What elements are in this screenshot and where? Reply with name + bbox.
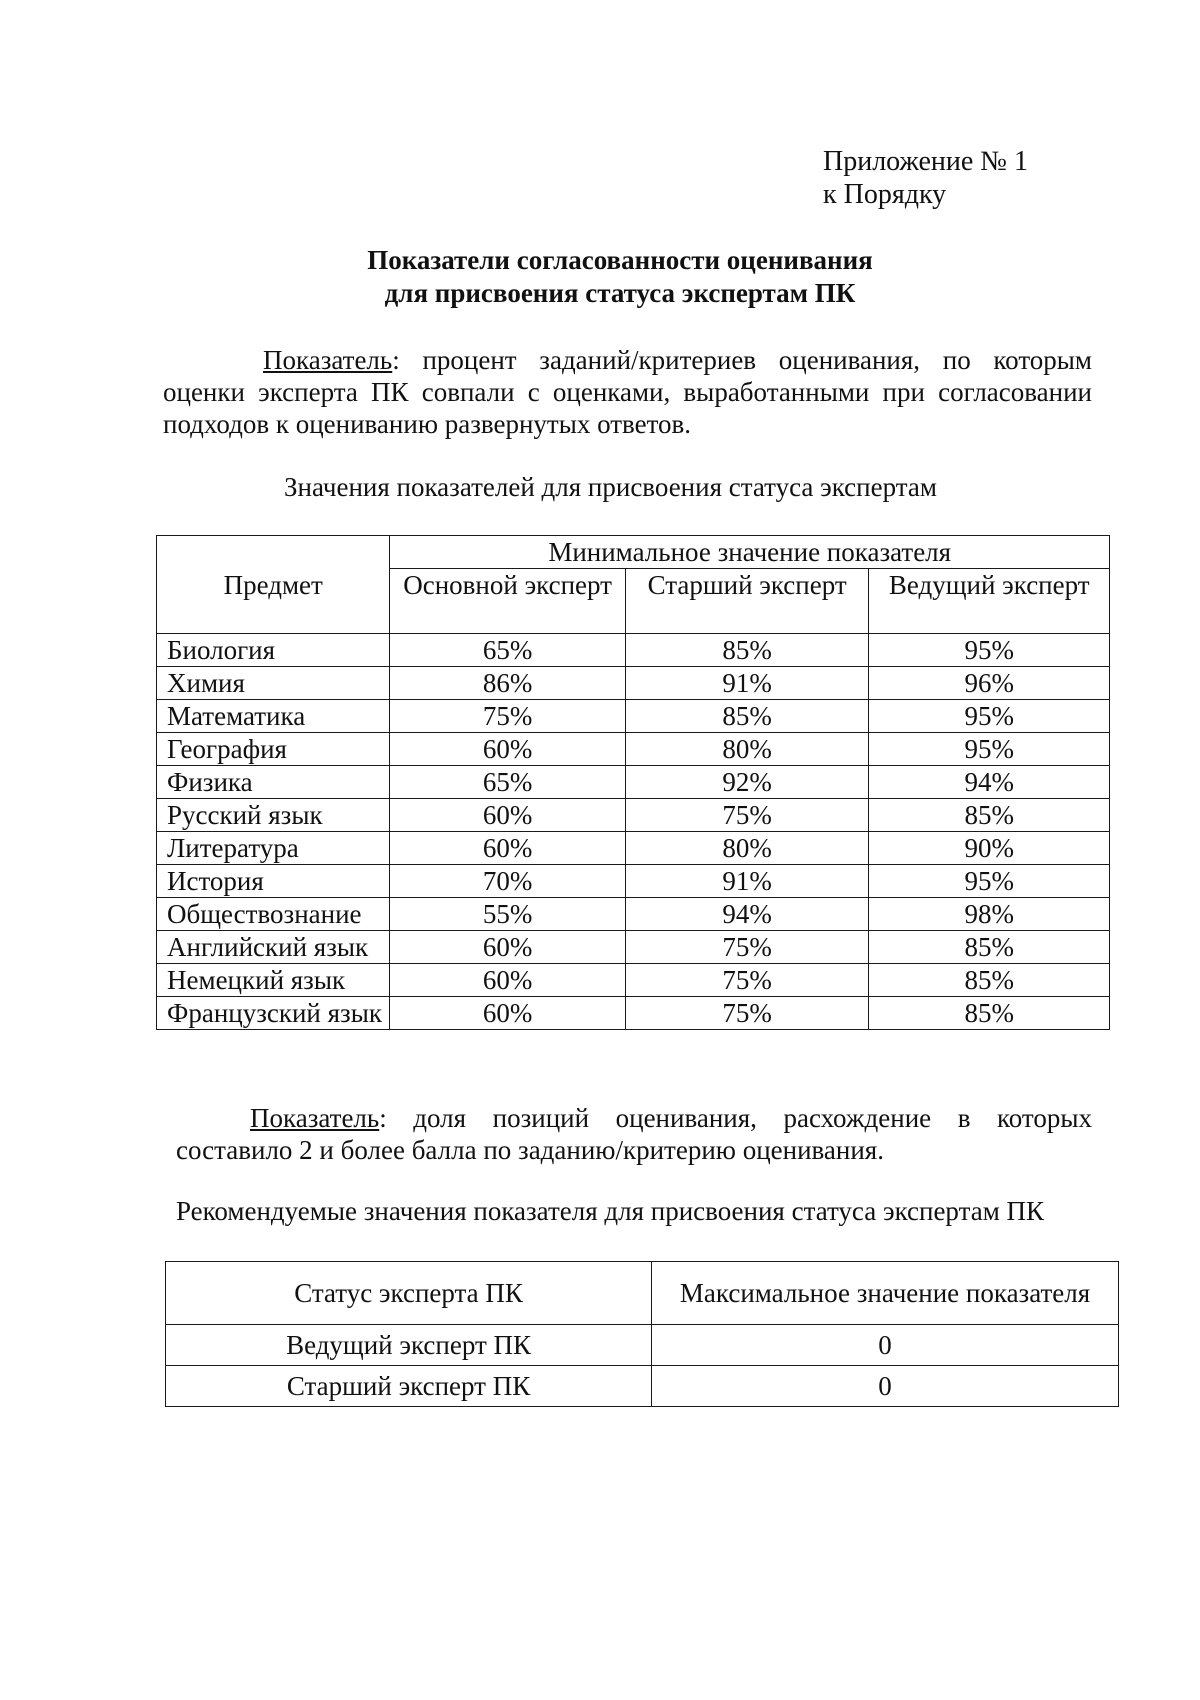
senior-expert-value: 75%	[625, 931, 869, 964]
subject-name: История	[157, 865, 390, 898]
basic-expert-value: 65%	[390, 766, 625, 799]
appendix-target: к Порядку	[823, 179, 947, 210]
table-row	[157, 700, 1110, 733]
maximum-values-table	[165, 1261, 1119, 1407]
table-row	[157, 997, 1110, 1030]
subject-name: Немецкий язык	[157, 964, 390, 997]
title-line-2: для присвоения статуса экспертам ПК	[384, 278, 856, 308]
minimum-values-table	[156, 535, 1110, 1030]
subject-name: Математика	[157, 700, 390, 733]
senior-expert-value: 92%	[625, 766, 869, 799]
table-row	[157, 733, 1110, 766]
table-row	[166, 1366, 1119, 1407]
maximum-value: 0	[652, 1366, 1119, 1407]
subject-name: Французский язык	[157, 997, 390, 1030]
header-maximum-value: Максимальное значение показателя	[652, 1262, 1119, 1325]
header-senior-expert: Старший эксперт	[625, 569, 869, 634]
senior-expert-value: 85%	[625, 634, 869, 667]
senior-expert-value: 94%	[625, 898, 869, 931]
leading-expert-value: 85%	[869, 997, 1110, 1030]
table-row	[157, 964, 1110, 997]
senior-expert-value: 75%	[625, 964, 869, 997]
basic-expert-value: 60%	[390, 931, 625, 964]
header-expert-status: Статус эксперта ПК	[166, 1262, 652, 1325]
leading-expert-value: 95%	[869, 634, 1110, 667]
subject-name: Физика	[157, 766, 390, 799]
table-row	[166, 1325, 1119, 1366]
title-line-1: Показатели согласованности оценивания	[367, 245, 873, 275]
basic-expert-value: 60%	[390, 799, 625, 832]
basic-expert-value: 75%	[390, 700, 625, 733]
basic-expert-value: 70%	[390, 865, 625, 898]
indicator-1-text: : процент заданий/критериев оценивания, по которым оценки эксперта ПК совпали с оценками, выработанными при согласовании подходов к оцениванию развернутых ответов.	[163, 345, 1092, 439]
table-row	[157, 634, 1110, 667]
table-2-caption: Рекомендуемые значения показателя для присвоения статуса экспертам ПК	[176, 1196, 1045, 1226]
indicator-1-label: Показатель	[263, 345, 393, 375]
indicator-2-paragraph	[176, 1102, 1092, 1166]
table-1-caption: Значения показателей для присвоения статуса экспертам	[284, 472, 937, 502]
leading-expert-value: 96%	[869, 667, 1110, 700]
subject-name: Химия	[157, 667, 390, 700]
subject-name: Обществознание	[157, 898, 390, 931]
senior-expert-value: 85%	[625, 700, 869, 733]
senior-expert-value: 75%	[625, 997, 869, 1030]
table-row	[157, 667, 1110, 700]
expert-status: Ведущий эксперт ПК	[166, 1325, 652, 1366]
table-row	[157, 832, 1110, 865]
table-row	[157, 865, 1110, 898]
subject-name: География	[157, 733, 390, 766]
basic-expert-value: 86%	[390, 667, 625, 700]
leading-expert-value: 95%	[869, 865, 1110, 898]
document-title	[0, 244, 1200, 310]
leading-expert-value: 90%	[869, 832, 1110, 865]
table-row	[157, 898, 1110, 931]
header-minimum-value: Минимальное значение показателя	[390, 536, 1110, 569]
expert-status: Старший эксперт ПК	[166, 1366, 652, 1407]
leading-expert-value: 95%	[869, 733, 1110, 766]
leading-expert-value: 94%	[869, 766, 1110, 799]
senior-expert-value: 80%	[625, 733, 869, 766]
maximum-values-body	[166, 1325, 1119, 1407]
senior-expert-value: 91%	[625, 667, 869, 700]
basic-expert-value: 60%	[390, 733, 625, 766]
basic-expert-value: 60%	[390, 964, 625, 997]
table-row	[157, 931, 1110, 964]
basic-expert-value: 65%	[390, 634, 625, 667]
indicator-2-label: Показатель	[250, 1103, 380, 1133]
indicator-2-text: : доля позиций оценивания, расхождение в которых составило 2 и более балла по заданию/критерию оценивания.	[176, 1103, 1092, 1165]
senior-expert-value: 80%	[625, 832, 869, 865]
header-basic-expert: Основной эксперт	[390, 569, 625, 634]
appendix-number: Приложение № 1	[823, 146, 1028, 177]
senior-expert-value: 75%	[625, 799, 869, 832]
leading-expert-value: 85%	[869, 964, 1110, 997]
appendix-reference	[823, 145, 1028, 211]
table-row	[157, 799, 1110, 832]
header-leading-expert: Ведущий эксперт	[869, 569, 1110, 634]
subject-name: Английский язык	[157, 931, 390, 964]
basic-expert-value: 60%	[390, 997, 625, 1030]
maximum-value: 0	[652, 1325, 1119, 1366]
table-row	[157, 766, 1110, 799]
leading-expert-value: 98%	[869, 898, 1110, 931]
header-subject: Предмет	[157, 536, 390, 634]
senior-expert-value: 91%	[625, 865, 869, 898]
leading-expert-value: 85%	[869, 799, 1110, 832]
subject-name: Биология	[157, 634, 390, 667]
subject-name: Русский язык	[157, 799, 390, 832]
indicator-1-paragraph	[163, 344, 1092, 440]
subject-name: Литература	[157, 832, 390, 865]
leading-expert-value: 85%	[869, 931, 1110, 964]
minimum-values-body	[157, 634, 1110, 1030]
leading-expert-value: 95%	[869, 700, 1110, 733]
basic-expert-value: 60%	[390, 832, 625, 865]
basic-expert-value: 55%	[390, 898, 625, 931]
